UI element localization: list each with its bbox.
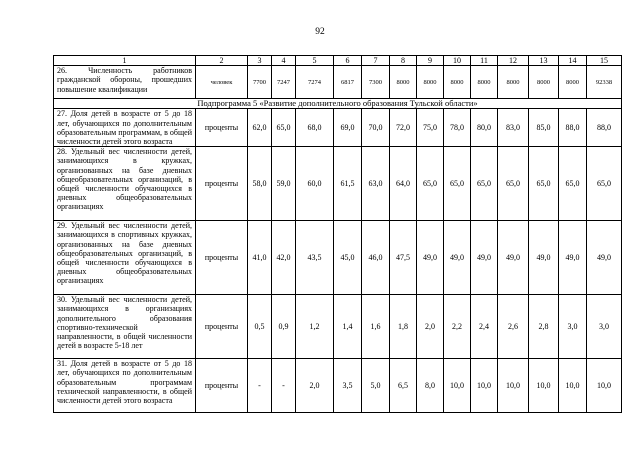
subprogram-row bbox=[54, 99, 622, 109]
value-cell: 8,0 bbox=[417, 359, 444, 413]
value-cell: 65,0 bbox=[559, 147, 587, 221]
value-cell: 6,5 bbox=[390, 359, 417, 413]
column-number: 11 bbox=[471, 56, 498, 66]
value-cell: 63,0 bbox=[362, 147, 390, 221]
value-cell: 2,0 bbox=[296, 359, 334, 413]
column-number: 7 bbox=[362, 56, 390, 66]
value-cell: 49,0 bbox=[529, 221, 559, 295]
value-cell: 65,0 bbox=[444, 147, 471, 221]
value-cell: 8000 bbox=[471, 66, 498, 99]
value-cell: 1,6 bbox=[362, 295, 390, 359]
value-cell: 65,0 bbox=[417, 147, 444, 221]
table-row bbox=[54, 109, 622, 147]
value-cell: 10,0 bbox=[498, 359, 529, 413]
column-number: 10 bbox=[444, 56, 471, 66]
value-cell: 65,0 bbox=[272, 109, 296, 147]
value-cell: 80,0 bbox=[471, 109, 498, 147]
unit-cell: проценты bbox=[196, 359, 248, 413]
indicator-name: 30. Удельный вес численности детей, занимающихся в организациях дополнительного образования спортивно-технической направленности, в общей численности детей в возрасте 5-18 лет bbox=[54, 295, 196, 359]
indicator-name: 27. Доля детей в возрасте от 5 до 18 лет, обучающихся по дополнительным образовательным программам, в общей численности детей этого возраста bbox=[54, 109, 196, 147]
value-cell: 83,0 bbox=[498, 109, 529, 147]
value-cell: 70,0 bbox=[362, 109, 390, 147]
column-number: 4 bbox=[272, 56, 296, 66]
value-cell: 69,0 bbox=[334, 109, 362, 147]
value-cell: 6817 bbox=[334, 66, 362, 99]
value-cell: 10,0 bbox=[559, 359, 587, 413]
unit-cell: проценты bbox=[196, 221, 248, 295]
value-cell: 7300 bbox=[362, 66, 390, 99]
header-row bbox=[54, 56, 622, 66]
table-row bbox=[54, 66, 622, 99]
value-cell: 49,0 bbox=[559, 221, 587, 295]
value-cell: 49,0 bbox=[587, 221, 622, 295]
value-cell: 5,0 bbox=[362, 359, 390, 413]
value-cell: 45,0 bbox=[334, 221, 362, 295]
value-cell: 7700 bbox=[248, 66, 272, 99]
value-cell: 3,0 bbox=[559, 295, 587, 359]
value-cell: 75,0 bbox=[417, 109, 444, 147]
unit-cell: человек bbox=[196, 66, 248, 99]
value-cell: 0,5 bbox=[248, 295, 272, 359]
value-cell: 88,0 bbox=[559, 109, 587, 147]
value-cell: 2,6 bbox=[498, 295, 529, 359]
indicator-name: 29. Удельный вес численности детей, занимающихся в спортивных кружках, организованных на базе дневных общеобразовательных организаций, в общей численности обучающихся в дневных общеобразовательных организациях bbox=[54, 221, 196, 295]
value-cell: 60,0 bbox=[296, 147, 334, 221]
value-cell: 2,2 bbox=[444, 295, 471, 359]
value-cell: 2,0 bbox=[417, 295, 444, 359]
value-cell: 10,0 bbox=[529, 359, 559, 413]
value-cell: 10,0 bbox=[471, 359, 498, 413]
unit-cell: проценты bbox=[196, 147, 248, 221]
value-cell: 58,0 bbox=[248, 147, 272, 221]
value-cell: 46,0 bbox=[362, 221, 390, 295]
column-number: 15 bbox=[587, 56, 622, 66]
value-cell: 49,0 bbox=[471, 221, 498, 295]
value-cell: 65,0 bbox=[529, 147, 559, 221]
value-cell: 59,0 bbox=[272, 147, 296, 221]
value-cell: 3,0 bbox=[587, 295, 622, 359]
column-number: 1 bbox=[54, 56, 196, 66]
column-number: 3 bbox=[248, 56, 272, 66]
value-cell: 92338 bbox=[587, 66, 622, 99]
value-cell: 1,2 bbox=[296, 295, 334, 359]
value-cell: 65,0 bbox=[498, 147, 529, 221]
column-number: 14 bbox=[559, 56, 587, 66]
column-number: 5 bbox=[296, 56, 334, 66]
column-number: 13 bbox=[529, 56, 559, 66]
value-cell: 8000 bbox=[444, 66, 471, 99]
value-cell: 78,0 bbox=[444, 109, 471, 147]
value-cell: 61,5 bbox=[334, 147, 362, 221]
indicator-name: 31. Доля детей в возрасте от 5 до 18 лет, обучающихся по дополнительным образовательным программам технической направленности, в общей численности детей этого возраста bbox=[54, 359, 196, 413]
column-number: 6 bbox=[334, 56, 362, 66]
value-cell: 43,5 bbox=[296, 221, 334, 295]
value-cell: 7247 bbox=[272, 66, 296, 99]
table-row bbox=[54, 221, 622, 295]
column-number: 8 bbox=[390, 56, 417, 66]
unit-cell: проценты bbox=[196, 109, 248, 147]
unit-cell: проценты bbox=[196, 295, 248, 359]
page-number: 92 bbox=[315, 27, 325, 37]
value-cell: 65,0 bbox=[471, 147, 498, 221]
value-cell: 49,0 bbox=[417, 221, 444, 295]
value-cell: 8000 bbox=[498, 66, 529, 99]
value-cell: 2,8 bbox=[529, 295, 559, 359]
value-cell: 8000 bbox=[390, 66, 417, 99]
value-cell: 0,9 bbox=[272, 295, 296, 359]
value-cell: 72,0 bbox=[390, 109, 417, 147]
value-cell: 1,4 bbox=[334, 295, 362, 359]
table-row bbox=[54, 359, 622, 413]
indicator-name: 28. Удельный вес численности детей, занимающихся в кружках, организованных на базе дневных общеобразовательных организаций, в общей численности обучающихся в дневных общеобразовательных организациях bbox=[54, 147, 196, 221]
subprogram-title: Подпрограмма 5 «Развитие дополнительного образования Тульской области» bbox=[54, 99, 622, 109]
indicators-table bbox=[53, 55, 622, 413]
indicator-name: 26. Численность работников гражданской обороны, прошедших повышение квалификации bbox=[54, 66, 196, 99]
value-cell: 8000 bbox=[559, 66, 587, 99]
value-cell: 68,0 bbox=[296, 109, 334, 147]
value-cell: 8000 bbox=[417, 66, 444, 99]
value-cell: 10,0 bbox=[444, 359, 471, 413]
value-cell: 2,4 bbox=[471, 295, 498, 359]
value-cell: 47,5 bbox=[390, 221, 417, 295]
value-cell: 62,0 bbox=[248, 109, 272, 147]
column-number: 9 bbox=[417, 56, 444, 66]
value-cell: 41,0 bbox=[248, 221, 272, 295]
value-cell: - bbox=[272, 359, 296, 413]
value-cell: 88,0 bbox=[587, 109, 622, 147]
value-cell: 85,0 bbox=[529, 109, 559, 147]
value-cell: 10,0 bbox=[587, 359, 622, 413]
value-cell: 1,8 bbox=[390, 295, 417, 359]
column-number: 12 bbox=[498, 56, 529, 66]
value-cell: 64,0 bbox=[390, 147, 417, 221]
value-cell: 49,0 bbox=[444, 221, 471, 295]
value-cell: 8000 bbox=[529, 66, 559, 99]
value-cell: 3,5 bbox=[334, 359, 362, 413]
table-row bbox=[54, 147, 622, 221]
table-row bbox=[54, 295, 622, 359]
column-number: 2 bbox=[196, 56, 248, 66]
value-cell: - bbox=[248, 359, 272, 413]
value-cell: 7274 bbox=[296, 66, 334, 99]
value-cell: 65,0 bbox=[587, 147, 622, 221]
value-cell: 42,0 bbox=[272, 221, 296, 295]
value-cell: 49,0 bbox=[498, 221, 529, 295]
